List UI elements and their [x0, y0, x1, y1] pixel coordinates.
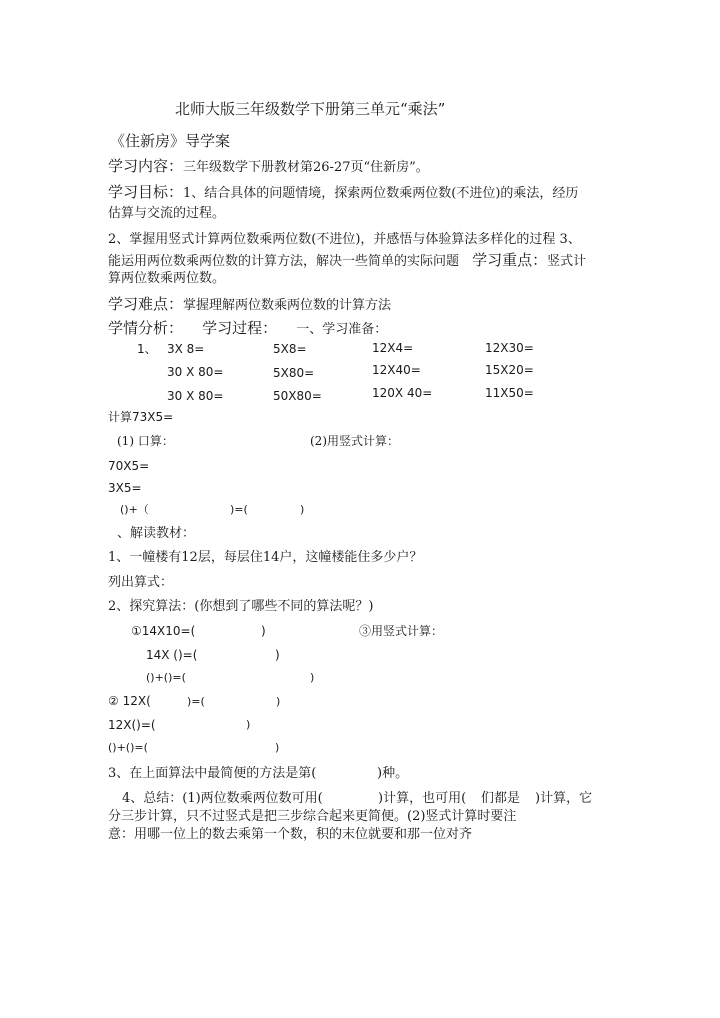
goals-line1: 1、结合具体的问题情境，探索两位数乘两位数(不进位)的乘法，经历 [183, 186, 579, 201]
prep-r3-c4: 11X50= [485, 386, 534, 400]
method1-f: ) [310, 671, 315, 684]
summary-3: 意：用哪一位上的数去乘第一个数，积的末位就要和那一位对齐 [108, 827, 473, 842]
analysis-row [108, 318, 387, 338]
prep-r1-c2: 5X8= [273, 342, 307, 356]
key-text-b: 算两位数乘两位数。 [108, 271, 226, 286]
goals-line4-row [108, 250, 586, 270]
prep-r2-c4: 15X20= [485, 363, 534, 377]
prep-heading: 一、学习准备： [296, 322, 388, 337]
question-1-answer: 列出算式： [108, 575, 174, 590]
content-label: 学习内容： [108, 157, 184, 175]
prep-r2-c1: 30 X 80= [167, 365, 224, 379]
calc-oral: (1) 口算： [117, 434, 174, 448]
summary-1b: )计算，也可用( [378, 791, 467, 806]
summary-2: 分三步计算，只不过竖式是把三步综合起来更简便。(2)竖式计算时要注 [108, 809, 517, 824]
prep-r2-c2: 5X80= [273, 366, 315, 380]
goals-row [108, 182, 578, 202]
key-text-a: 竖式计 [547, 254, 587, 269]
prep-r2-c3: 12X40= [372, 363, 421, 377]
difficulty-text: 掌握理解两位数乘两位数的计算方法 [183, 298, 392, 313]
question-3b: )种。 [377, 766, 409, 781]
method2-g: ) [275, 741, 280, 754]
method1-c: 14X ()=( [146, 648, 198, 662]
prep-r1-c4: 12X30= [485, 341, 534, 355]
method2-b: )=( [187, 695, 205, 708]
method2-a: ② 12X( [108, 694, 151, 708]
summary-1a: 4、总结：(1)两位数乘两位数可用( [122, 791, 323, 806]
prep-r1-c1: 3X 8= [167, 342, 205, 356]
prep-r3-c2: 50X80= [273, 389, 322, 403]
calc-line3c: ) [300, 503, 305, 516]
calc-title: 计算73X5= [108, 410, 174, 424]
goals-line3: 2、掌握用竖式计算两位数乘两位数(不进位)，并感悟与体验算法多样化的过程 3、 [108, 232, 581, 247]
page-title: 北师大版三年级数学下册第三单元“乘法” [175, 100, 446, 118]
question-1: 1、一幢楼有12层，每层住14户，这幢楼能住多少户？ [108, 550, 423, 565]
content-row [108, 156, 429, 176]
difficulty-row [108, 294, 391, 314]
method1-e: ()+()=( [146, 671, 186, 684]
analysis-label: 学情分析： [108, 319, 184, 337]
method2-e: ) [246, 718, 251, 731]
summary-1d: )计算，它 [535, 791, 593, 806]
method1-a: ①14X10=( [131, 624, 196, 638]
prep-r1-c3: 12X4= [372, 341, 414, 355]
content-text: 三年级数学下册教材第26-27页“住新房”。 [183, 160, 429, 175]
goals-label: 学习目标： [108, 183, 184, 201]
textbook-heading: 、解读教材： [117, 526, 196, 541]
prep-index: 1、 [137, 342, 157, 356]
summary-1c: 们都是 [481, 791, 521, 806]
page-subtitle: 《住新房》导学案 [110, 132, 231, 150]
calc-line3b: )=( [230, 503, 248, 516]
calc-line1: 70X5= [108, 459, 150, 473]
method2-d: 12X()=( [108, 718, 156, 732]
method2-c: ) [276, 695, 281, 708]
difficulty-label: 学习难点： [108, 295, 184, 313]
prep-r3-c3: 120X 40= [372, 386, 433, 400]
goals-line2: 估算与交流的过程。 [108, 206, 226, 221]
question-3a: 3、在上面算法中最简便的方法是第( [108, 766, 317, 781]
calc-vertical: (2)用竖式计算： [310, 434, 399, 448]
method3: ③用竖式计算： [359, 624, 444, 638]
prep-r3-c1: 30 X 80= [167, 389, 224, 403]
key-label: 学习重点： [472, 251, 548, 269]
question-2: 2、探究算法：(你想到了哪些不同的算法呢？) [108, 599, 374, 614]
calc-line3a: ()+（ [120, 503, 149, 516]
calc-line2: 3X5= [108, 481, 142, 495]
method2-f: ()+()=( [108, 741, 148, 754]
method1-b: ) [261, 624, 266, 638]
process-label: 学习过程： [202, 319, 278, 337]
goals-line4: 能运用两位数乘两位数的计算方法，解决一些简单的实际问题 [108, 254, 460, 269]
method1-d: ) [275, 648, 280, 662]
